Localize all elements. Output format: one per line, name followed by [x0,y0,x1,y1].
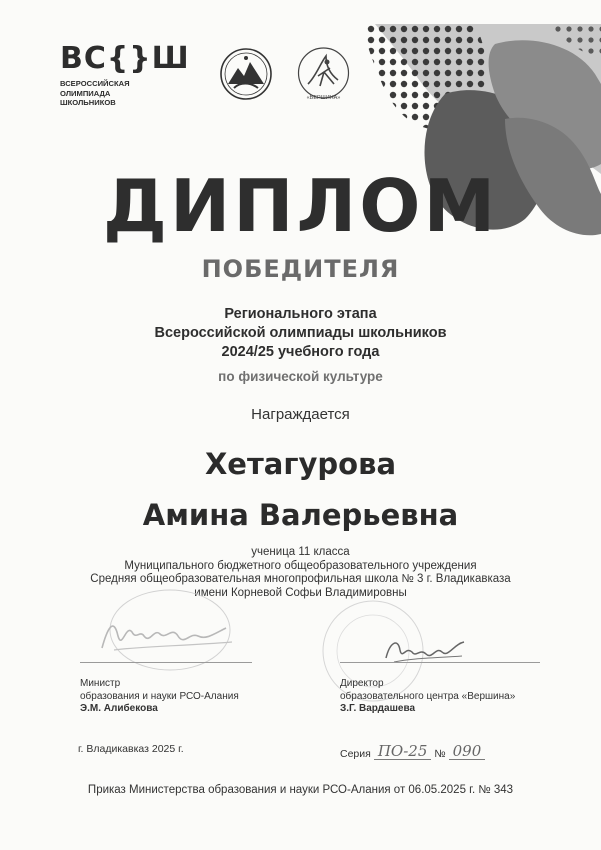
awarded-label: Награждается [251,406,350,423]
diploma-title: ДИПЛОМ [102,164,499,248]
recipient-given-name: Амина Валерьевна [142,498,459,532]
vsosh-logo-caption: ВСЕРОССИЙСКАЯ ОЛИМПИАДА ШКОЛЬНИКОВ [60,79,130,107]
diploma-serial: Серия ПО-25 № 090 [340,743,488,760]
diploma-subtitle: ПОБЕДИТЕЛЯ [201,255,400,283]
mountain-emblem-icon [220,48,272,100]
school-info: ученица 11 класса Муниципального бюджетного общеобразовательного учреждения Средняя общеобразовательная многопрофильная школа № 3 г. Владикавказа имени Корневой Софьи Владимировны [90,546,511,599]
signature-left [94,606,244,666]
number-value: 090 [449,743,486,760]
signatory-left: Министр образования и науки РСО-Алания Э.М. Алибекова [80,678,239,714]
vsosh-logo [60,41,190,108]
signatory-right: Директор образовательного центра «Вершина» З.Г. Вардашева [340,678,516,714]
issue-city-year: г. Владикавказ 2025 г. [78,743,184,755]
signature-line-left [80,662,252,663]
olympiad-subject: по физической культуре [218,369,383,384]
signature-line-right [340,662,540,663]
signature-right [380,628,470,672]
olympiad-stage: Регионального этапа Всероссийской олимпиады школьников 2024/25 учебного года [154,306,447,360]
vsosh-logo-mark: ВС{}Ш [60,41,190,76]
series-value: ПО-25 [374,743,432,760]
vershina-emblem-icon [296,46,351,103]
vershina-caption: «ВЕРШИНА» [306,95,341,101]
order-reference: Приказ Министерства образования и науки РСО-Алания от 06.05.2025 г. № 343 [87,784,514,796]
recipient-surname: Хетагурова [204,447,397,481]
